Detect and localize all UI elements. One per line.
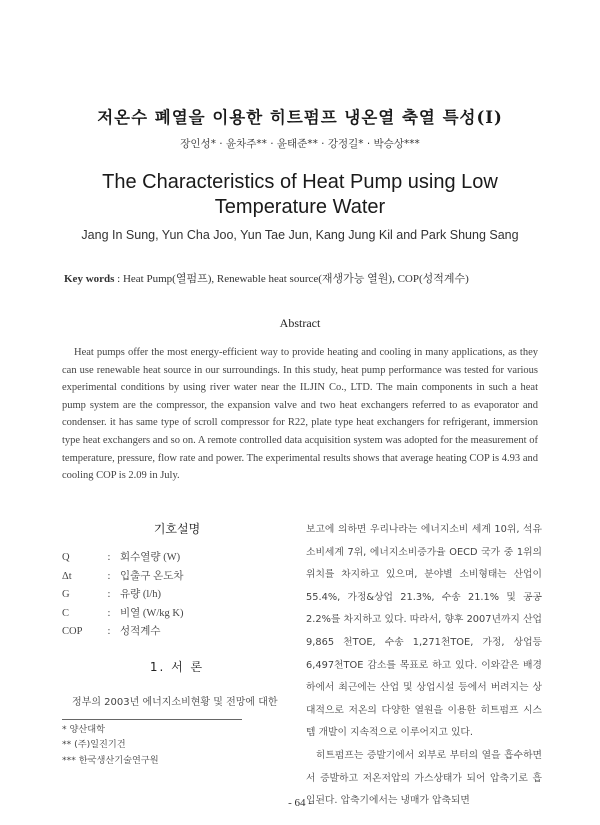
footnote-affiliation-1: * 양산대학 (62, 723, 106, 735)
nomenclature-row (62, 605, 288, 624)
footnotes (62, 722, 288, 769)
authors-english: Jang In Sung, Yun Cha Joo, Yun Tae Jun, Kang Jung Kil and Park Shung Sang (81, 228, 519, 242)
nomenclature-separator: : (107, 626, 111, 637)
introduction-heading: 1. 서 론 (149, 659, 205, 674)
nomenclature-row (62, 586, 288, 605)
footnote-divider (62, 719, 242, 720)
nomenclature-list (62, 549, 288, 642)
right-column (306, 519, 542, 813)
keywords-label: Key words (64, 273, 115, 285)
keywords-text: : Heat Pump(열펌프), Renewable heat source(재생가능 열원), COP(성적계수) (117, 273, 469, 285)
nomenclature-symbol: C (62, 607, 70, 619)
nomenclature-symbol: G (62, 589, 70, 600)
nomenclature-description: 유량 (l/h) (120, 589, 161, 600)
nomenclature-description: 비열 (W/kg K) (120, 607, 184, 619)
nomenclature-separator: : (107, 552, 111, 563)
introduction-text-start: 정부의 2003년 에너지소비현황 및 전망에 대한 (72, 696, 278, 708)
authors-korean: 장인성* · 윤차주** · 윤태준** · 강정길* · 박승상*** (180, 138, 420, 150)
footnote-affiliation-3: *** 한국생산기술연구원 (62, 754, 159, 766)
nomenclature-description: 성적계수 (120, 626, 161, 637)
nomenclature-row (62, 568, 288, 587)
page-number: - 64 - (288, 797, 312, 809)
nomenclature-symbol: COP (62, 626, 83, 637)
keywords-line (64, 270, 544, 286)
left-column (62, 520, 288, 768)
nomenclature-heading: 기호설명 (153, 522, 201, 536)
abstract-body: Heat pumps offer the most energy-efficient way to provide heating and cooling in many applications, as they can use renewable heat source in our surroundings. In this study, heat pump performance was tested for various experimental conditions by using river water near the ILJIN Co., LTD. The main components in such a heat pump system are the compressor, the expansion valve and two heat exchangers referred to as evaporator and condenser. it has same type of scroll compressor for R22, plate type heat exchangers for refrigerant, immersion type heat exchangers and so on. A remote controlled data acquisition system was adopted for the measurement of temperature, pressure, flow rate and power. The experimental results shows that average heating COP is 4.93 and cooling COP is 2.09 in July. (62, 347, 538, 482)
introduction-paragraph: 보고에 의하면 우리나라는 에너지소비 세계 10위, 석유소비세계 7위, 에너지소비증가율 OECD 국가 중 1위의 위치를 차지하고 있으며, 분야별 소비형태는 산업이 55.4%, 가정&상업 21.3%, 수송 21.1% 및 공공 2.2%를 차지하고 있다. 따라서, 향후 2007년까지 산업 9,865 천TOE, 수송 1,271천TOE, 가정, 상업등 6,497천TOE 감소를 목표로 하고 있다. 이와같은 배경하에서 최근에는 산업 및 상업시설 등에서 버려지는 상대적으로 저온의 다양한 열원을 이용한 히트펌프 시스템 개발이 지속적으로 이루어지고 있다. (306, 524, 542, 739)
nomenclature-symbol: Δt (62, 570, 72, 582)
nomenclature-separator: : (107, 589, 111, 600)
footnote-affiliation-2: ** (주)일진기건 (62, 739, 126, 750)
introduction-text-continued (306, 519, 542, 813)
nomenclature-separator: : (107, 607, 111, 619)
nomenclature-symbol: Q (62, 552, 70, 563)
introduction-paragraph: 히트펌프는 증발기에서 외부로 부터의 열을 흡수하면서 증발하고 저온저압의 가스상태가 되어 압축기로 흡입된다. 압축기에서는 냉매가 압축되면 (306, 749, 542, 807)
nomenclature-separator: : (107, 570, 111, 582)
paper-title-english-line1: The Characteristics of Heat Pump using Low (102, 171, 498, 193)
nomenclature-row (62, 623, 288, 642)
abstract-heading: Abstract (279, 316, 321, 330)
nomenclature-description: 입출구 온도차 (120, 570, 184, 582)
paper-title-korean: 저온수 폐열을 이용한 히트펌프 냉온열 축열 특성(Ⅰ) (97, 108, 503, 127)
nomenclature-row (62, 549, 288, 568)
nomenclature-description: 회수열량 (W) (120, 552, 181, 563)
paper-title-english-line2: Temperature Water (214, 196, 386, 218)
paper-title-english (60, 170, 540, 220)
